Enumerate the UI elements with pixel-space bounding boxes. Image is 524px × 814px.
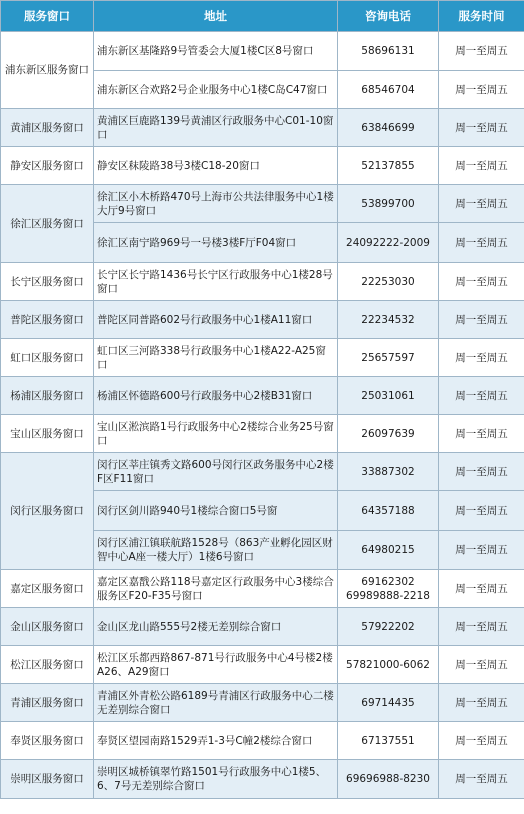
table-header	[1, 1, 524, 32]
address-cell: 普陀区同普路602号行政服务中心1楼A11窗口	[94, 301, 338, 339]
table-row	[1, 722, 524, 760]
hours-cell: 周一至周五	[439, 722, 524, 760]
address-cell: 宝山区淞滨路1号行政服务中心2楼综合业务25号窗口	[94, 415, 338, 453]
header-hours: 服务时间	[439, 1, 524, 32]
service-window-name: 静安区服务窗口	[1, 147, 94, 185]
table-row	[1, 339, 524, 377]
hours-cell: 周一至周五	[439, 223, 524, 263]
phone-cell: 26097639	[338, 415, 439, 453]
hours-cell: 周一至周五	[439, 415, 524, 453]
phone-cell: 69162302 69989888-2218	[338, 570, 439, 608]
phone-cell: 33887302	[338, 453, 439, 491]
phone-cell: 25657597	[338, 339, 439, 377]
table-row	[1, 147, 524, 185]
hours-cell: 周一至周五	[439, 32, 524, 71]
address-cell: 徐汇区南宁路969号一号楼3楼F厅F04窗口	[94, 223, 338, 263]
service-window-name: 松江区服务窗口	[1, 646, 94, 684]
address-cell: 静安区秣陵路38号3楼C18-20窗口	[94, 147, 338, 185]
hours-cell: 周一至周五	[439, 377, 524, 415]
service-window-name: 黄浦区服务窗口	[1, 109, 94, 147]
hours-cell: 周一至周五	[439, 147, 524, 185]
phone-cell: 63846699	[338, 109, 439, 147]
phone-cell: 22253030	[338, 263, 439, 301]
service-window-name: 嘉定区服务窗口	[1, 570, 94, 608]
hours-cell: 周一至周五	[439, 109, 524, 147]
service-window-name: 普陀区服务窗口	[1, 301, 94, 339]
hours-cell: 周一至周五	[439, 760, 524, 799]
address-cell: 长宁区长宁路1436号长宁区行政服务中心1楼28号窗口	[94, 263, 338, 301]
phone-cell: 64357188	[338, 491, 439, 531]
address-cell: 浦东新区合欢路2号企业服务中心1楼C岛C47窗口	[94, 71, 338, 109]
table-row	[1, 185, 524, 223]
table-row	[1, 415, 524, 453]
phone-cell: 22234532	[338, 301, 439, 339]
address-cell: 杨浦区怀德路600号行政服务中心2楼B31窗口	[94, 377, 338, 415]
address-cell: 黄浦区巨鹿路139号黄浦区行政服务中心C01-10窗口	[94, 109, 338, 147]
service-window-name: 奉贤区服务窗口	[1, 722, 94, 760]
phone-cell: 52137855	[338, 147, 439, 185]
phone-cell: 53899700	[338, 185, 439, 223]
hours-cell: 周一至周五	[439, 608, 524, 646]
hours-cell: 周一至周五	[439, 646, 524, 684]
hours-cell: 周一至周五	[439, 301, 524, 339]
header-address: 地址	[94, 1, 338, 32]
hours-cell: 周一至周五	[439, 339, 524, 377]
address-cell: 奉贤区望园南路1529弄1-3号C幢2楼综合窗口	[94, 722, 338, 760]
hours-cell: 周一至周五	[439, 570, 524, 608]
address-cell: 崇明区城桥镇翠竹路1501号行政服务中心1楼5、6、7号无差别综合窗口	[94, 760, 338, 799]
hours-cell: 周一至周五	[439, 263, 524, 301]
hours-cell: 周一至周五	[439, 531, 524, 570]
phone-cell: 57821000-6062	[338, 646, 439, 684]
address-cell: 金山区龙山路555号2楼无差别综合窗口	[94, 608, 338, 646]
table-body	[1, 32, 524, 799]
phone-cell: 24092222-2009	[338, 223, 439, 263]
header-phone: 咨询电话	[338, 1, 439, 32]
address-cell: 虹口区三河路338号行政服务中心1楼A22-A25窗口	[94, 339, 338, 377]
phone-cell: 58696131	[338, 32, 439, 71]
phone-cell: 64980215	[338, 531, 439, 570]
table-row	[1, 32, 524, 71]
service-window-name: 金山区服务窗口	[1, 608, 94, 646]
table-row	[1, 646, 524, 684]
address-cell: 松江区乐都西路867-871号行政服务中心4号楼2楼A26、A29窗口	[94, 646, 338, 684]
phone-cell: 67137551	[338, 722, 439, 760]
hours-cell: 周一至周五	[439, 453, 524, 491]
table-row	[1, 377, 524, 415]
table-row	[1, 301, 524, 339]
address-cell: 闵行区浦江镇联航路1528号（863产业孵化园区财智中心A座一楼大厅）1楼6号窗口	[94, 531, 338, 570]
service-window-name: 虹口区服务窗口	[1, 339, 94, 377]
address-cell: 嘉定区嘉戬公路118号嘉定区行政服务中心3楼综合服务区F20-F35号窗口	[94, 570, 338, 608]
service-window-name: 浦东新区服务窗口	[1, 32, 94, 109]
phone-cell: 57922202	[338, 608, 439, 646]
address-cell: 闵行区剑川路940号1楼综合窗口5号窗	[94, 491, 338, 531]
table-row	[1, 608, 524, 646]
table-row	[1, 760, 524, 799]
table-row	[1, 570, 524, 608]
table-row	[1, 684, 524, 722]
table-row	[1, 453, 524, 491]
phone-cell: 69696988-8230	[338, 760, 439, 799]
header-window: 服务窗口	[1, 1, 94, 32]
table-row	[1, 109, 524, 147]
phone-cell: 25031061	[338, 377, 439, 415]
address-cell: 青浦区外青松公路6189号青浦区行政服务中心二楼无差别综合窗口	[94, 684, 338, 722]
hours-cell: 周一至周五	[439, 71, 524, 109]
service-window-name: 长宁区服务窗口	[1, 263, 94, 301]
service-window-name: 徐汇区服务窗口	[1, 185, 94, 263]
hours-cell: 周一至周五	[439, 491, 524, 531]
phone-cell: 69714435	[338, 684, 439, 722]
hours-cell: 周一至周五	[439, 185, 524, 223]
service-window-name: 崇明区服务窗口	[1, 760, 94, 799]
address-cell: 徐汇区小木桥路470号上海市公共法律服务中心1楼大厅9号窗口	[94, 185, 338, 223]
address-cell: 闵行区莘庄镇秀文路600号闵行区政务服务中心2楼F区F11窗口	[94, 453, 338, 491]
phone-cell: 68546704	[338, 71, 439, 109]
service-window-name: 杨浦区服务窗口	[1, 377, 94, 415]
service-window-name: 闵行区服务窗口	[1, 453, 94, 570]
address-cell: 浦东新区基隆路9号管委会大厦1楼C区8号窗口	[94, 32, 338, 71]
service-window-name: 宝山区服务窗口	[1, 415, 94, 453]
hours-cell: 周一至周五	[439, 684, 524, 722]
table-row	[1, 263, 524, 301]
service-window-name: 青浦区服务窗口	[1, 684, 94, 722]
